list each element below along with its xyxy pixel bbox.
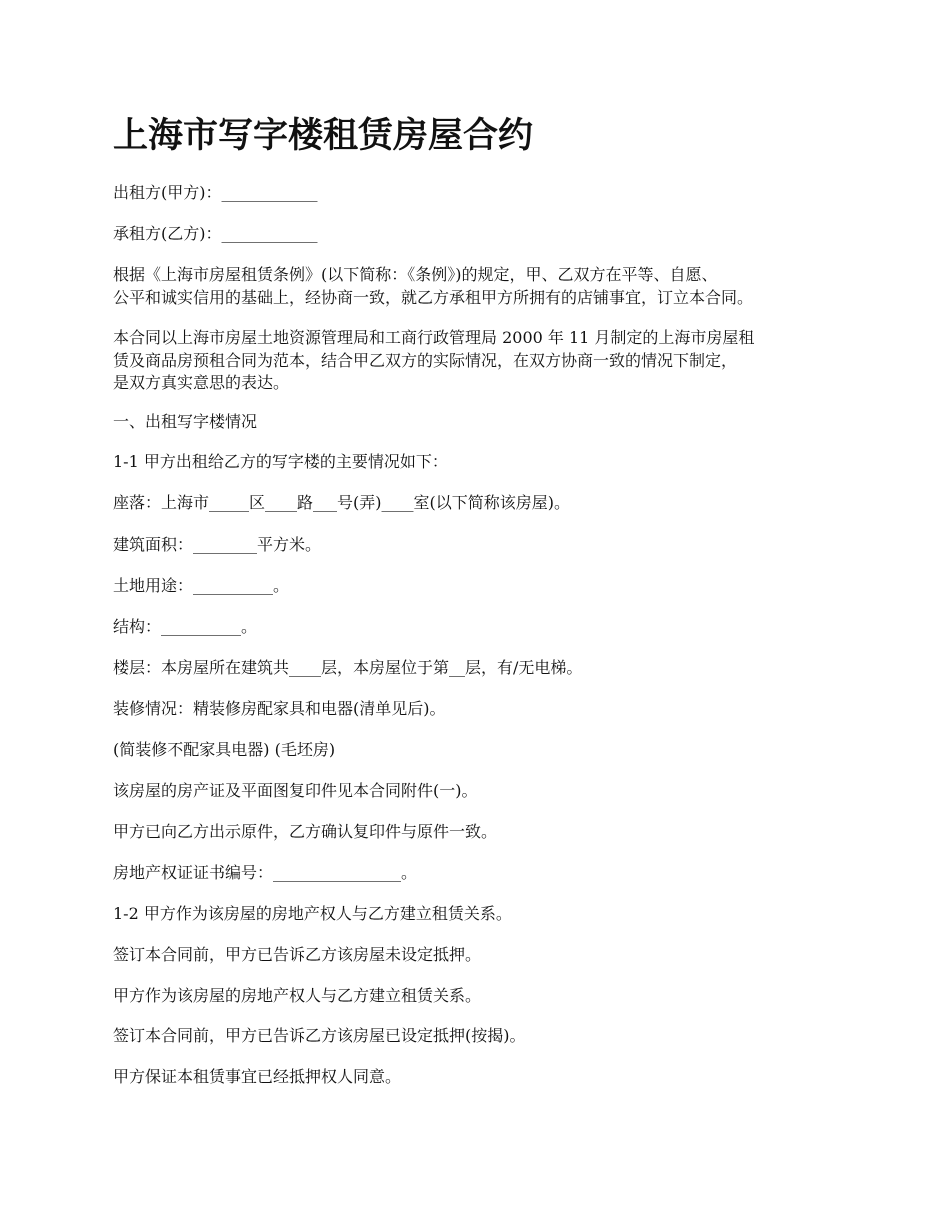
certificate-number-line: 房地产权证证书编号：________________。 [113,863,418,882]
clause-1-2: 1-2 甲方作为该房屋的房地产权人与乙方建立租赁关系。 [113,904,512,923]
floor-line: 楼层：本房屋所在建筑共____层，本房屋位于第__层，有/无电梯。 [113,658,583,677]
certificate-copy-line: 该房屋的房产证及平面图复印件见本合同附件(一)。 [113,781,478,800]
no-mortgage-line: 签订本合同前，甲方已告诉乙方该房屋未设定抵押。 [113,945,482,964]
relationship-line: 甲方作为该房屋的房地产权人与乙方建立租赁关系。 [113,986,482,1005]
intro-paragraph-1-line-1: 根据《上海市房屋租赁条例》(以下简称：《条例》)的规定，甲、乙双方在平等、自愿、 [113,265,718,284]
section-heading-1: 一、出租写字楼情况 [113,412,258,431]
intro-paragraph-2-line-3: 是双方真实意思的表达。 [113,373,290,392]
lessee-line: 承租方(乙方)：____________ [113,224,318,243]
document-title: 上海市写字楼租赁房屋合约 [113,115,534,156]
intro-paragraph-2-line-1: 本合同以上海市房屋土地资源管理局和工商行政管理局 2000 年 11 月制定的上海市房屋租 [113,328,755,347]
clause-1-1: 1-1 甲方出租给乙方的写字楼的主要情况如下： [113,452,448,471]
original-shown-line: 甲方已向乙方出示原件，乙方确认复印件与原件一致。 [113,822,498,841]
intro-paragraph-1-line-2: 公平和诚实信用的基础上，经协商一致，就乙方承租甲方所拥有的店铺事宜，订立本合同。 [113,288,754,307]
intro-paragraph-2-line-2: 赁及商品房预租合同为范本，结合甲乙双方的实际情况，在双方协商一致的情况下制定， [113,351,738,370]
area-line: 建筑面积：________平方米。 [113,535,322,554]
mortgaged-line: 签订本合同前，甲方已告诉乙方该房屋已设定抵押(按揭)。 [113,1026,526,1045]
decoration-line: 装修情况：精装修房配家具和电器(清单见后)。 [113,699,446,718]
decoration-alternatives-line: (简装修不配家具电器) (毛坯房) [113,740,336,759]
mortgagee-consent-line: 甲方保证本租赁事宜已经抵押权人同意。 [113,1067,402,1086]
structure-line: 结构：__________。 [113,617,258,636]
lessor-line: 出租方(甲方)：____________ [113,183,318,202]
location-line: 座落：上海市_____区____路___号(弄)____室(以下简称该房屋)。 [113,493,570,512]
land-use-line: 土地用途：__________。 [113,576,290,595]
